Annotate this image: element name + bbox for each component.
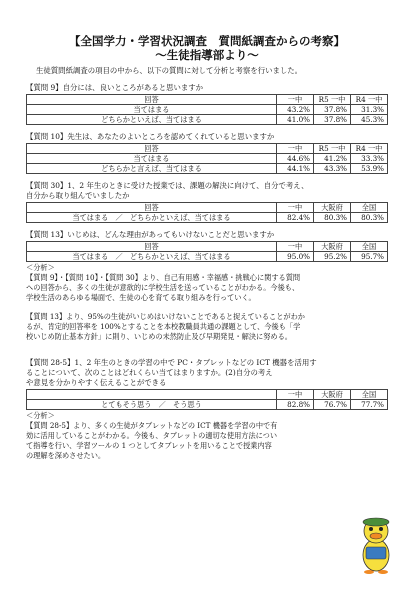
header-cell: R5 一中 xyxy=(314,144,351,154)
answer-cell: どちらかと言えば、当てはまる xyxy=(27,164,277,174)
table-header-row xyxy=(27,390,388,400)
value-cell: 80.3% xyxy=(314,213,351,223)
value-cell: 37.8% xyxy=(314,115,351,125)
answer-cell: とてもそう思う ／ そう思う xyxy=(27,400,277,410)
question-30-line: 自分から取り組んでいましたか xyxy=(26,191,130,200)
header-cell: 全国 xyxy=(351,242,388,252)
answer-cell: 当てはまる ／ どちらかといえば、当てはまる xyxy=(27,252,277,262)
analysis-label: ＜分析＞ xyxy=(26,411,55,420)
value-cell: 82.8% xyxy=(277,400,314,410)
value-cell: 41.2% xyxy=(314,154,351,164)
value-cell: 41.0% xyxy=(277,115,314,125)
analysis-line: 効に活用していることがわかる。今後も、タブレットの適切な使用方法につい xyxy=(26,431,278,440)
header-cell: 一中 xyxy=(277,203,314,213)
header-cell: 大阪府 xyxy=(314,242,351,252)
analysis-line: 【質問 9】・【質問 10】・【質問 30】より、自己有用感・幸福感・挑戦心に関する質問 xyxy=(26,273,301,282)
question-28-5-table xyxy=(26,389,388,410)
header-cell: 回答 xyxy=(27,203,277,213)
value-cell: 95.7% xyxy=(351,252,388,262)
table-header-row xyxy=(27,203,388,213)
analysis-paragraph xyxy=(26,312,388,342)
page-subtitle: ～生徒指導部より～ xyxy=(155,48,259,62)
header-cell: 一中 xyxy=(277,390,314,400)
header-cell: R4 一中 xyxy=(351,144,388,154)
header-cell: 回答 xyxy=(27,95,277,105)
value-cell: 95.2% xyxy=(314,252,351,262)
header-cell: 一中 xyxy=(277,144,314,154)
analysis-line: への回答から、多くの生徒が意欲的に学校生活を送っていることがわかる。今後も、 xyxy=(26,283,300,292)
analysis-line: 【質問 28-5】より、多くの生徒がタブレットなどの ICT 機器を学習の中で有 xyxy=(26,421,278,430)
value-cell: 43.2% xyxy=(277,105,314,115)
header-cell: R4 一中 xyxy=(351,95,388,105)
table-row xyxy=(27,213,388,223)
header-cell: 一中 xyxy=(277,242,314,252)
value-cell: 33.3% xyxy=(351,154,388,164)
analysis-line: 【質問 13】より、95%の生徒がいじめはいけないことであると捉えていることがわか xyxy=(26,312,305,321)
header-cell xyxy=(27,390,277,400)
header-cell: 全国 xyxy=(351,390,388,400)
question-28-5-line: や意見を分かりやすく伝えることができる xyxy=(26,378,167,387)
value-cell: 53.9% xyxy=(351,164,388,174)
table-header-row xyxy=(27,95,388,105)
answer-cell: どちらかといえば、当てはまる xyxy=(27,115,277,125)
value-cell: 80.3% xyxy=(351,213,388,223)
answer-cell: 当てはまる ／ どちらかといえば、当てはまる xyxy=(27,213,277,223)
value-cell: 82.4% xyxy=(277,213,314,223)
question-30-table xyxy=(26,202,388,223)
header-cell: 大阪府 xyxy=(314,390,351,400)
analysis-label: ＜分析＞ xyxy=(26,263,55,272)
table-row xyxy=(27,105,388,115)
table-header-row xyxy=(27,144,388,154)
value-cell: 77.7% xyxy=(351,400,388,410)
question-13-label: 【質問 13】いじめは、どんな理由があってもいけないことだと思いますか xyxy=(26,230,275,239)
question-30-label xyxy=(26,181,388,201)
value-cell: 45.3% xyxy=(351,115,388,125)
analysis-paragraph xyxy=(26,421,348,461)
question-10-table xyxy=(26,143,388,174)
header-cell: 大阪府 xyxy=(314,203,351,213)
question-28-5-line: ることについて、次のことはどれくらい当てはまりますか。(2)自分の考え xyxy=(26,368,273,377)
value-cell: 31.3% xyxy=(351,105,388,115)
analysis-paragraph xyxy=(26,273,388,303)
table-row xyxy=(27,164,388,174)
analysis-line: の理解を深めさせたい。 xyxy=(26,451,106,460)
question-30-line: 【質問 30】1、2 年生のときに受けた授業では、課題の解決に向けて、自分で考え、 xyxy=(26,181,309,190)
answer-cell: 当てはまる xyxy=(27,105,277,115)
header-cell: 回答 xyxy=(27,242,277,252)
question-13-table xyxy=(26,241,388,262)
value-cell: 43.3% xyxy=(314,164,351,174)
header-cell: 一中 xyxy=(277,95,314,105)
question-9-label: 【質問 9】自分には、良いところがあると思いますか xyxy=(26,83,204,92)
analysis-line: るが、肯定的回答率を 100%とすることを本校教職員共通の課題として、今後も「学 xyxy=(26,322,301,331)
question-10-label: 【質問 10】先生は、あなたのよいところを認めてくれていると思いますか xyxy=(26,132,275,141)
analysis-line: て指導を行い、学習ツールの 1 つとしてタブレットを用いることで授業内容 xyxy=(26,441,272,450)
header-cell: R5 一中 xyxy=(314,95,351,105)
intro-text: 生徒質問紙調査の項目の中から、以下の質問に対して分析と考察を行いました。 xyxy=(36,66,303,75)
page-title: 【全国学力・学習状況調査 質問紙調査からの考察】 xyxy=(69,34,345,48)
header-cell: 全国 xyxy=(351,203,388,213)
table-header-row xyxy=(27,242,388,252)
table-row xyxy=(27,115,388,125)
value-cell: 95.0% xyxy=(277,252,314,262)
duck-mascot-image xyxy=(357,515,395,575)
table-row xyxy=(27,400,388,410)
value-cell: 37.8% xyxy=(314,105,351,115)
analysis-line: 学校生活のあらゆる場面で、生徒の心を育てる取り組みを行っていく。 xyxy=(26,293,256,302)
document-page xyxy=(26,34,388,461)
question-28-5-line: 【質問 28-5】1、2 年生のときの学習の中で PC・タブレットなどの ICT 機器を活用す xyxy=(26,358,317,367)
question-28-5-label xyxy=(26,358,388,388)
value-cell: 76.7% xyxy=(314,400,351,410)
header-cell: 回答 xyxy=(27,144,277,154)
table-row xyxy=(27,154,388,164)
table-row xyxy=(27,252,388,262)
answer-cell: 当てはまる xyxy=(27,154,277,164)
analysis-line: 校いじめ防止基本方針」に則り、いじめの未然防止及び早期発見・解決に努める。 xyxy=(26,332,292,341)
question-9-table xyxy=(26,94,388,125)
value-cell: 44.1% xyxy=(277,164,314,174)
value-cell: 44.6% xyxy=(277,154,314,164)
